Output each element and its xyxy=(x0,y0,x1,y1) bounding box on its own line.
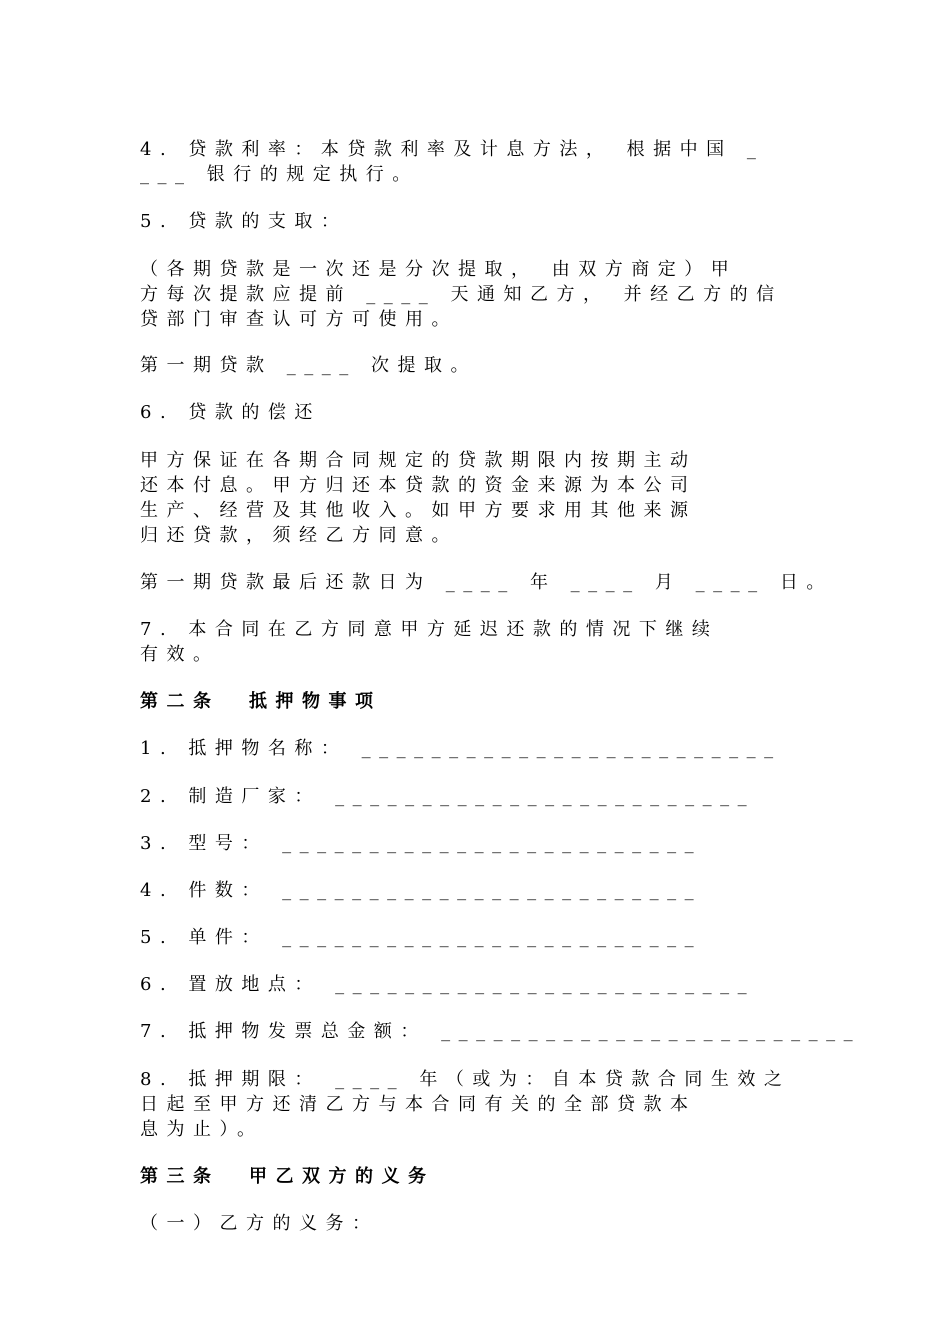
text-line: 贷部门审查认可方可使用。 xyxy=(140,309,458,330)
text-line: 1. 抵押物名称： ________________________ xyxy=(140,738,782,759)
text-line: 3. 型号： ________________________ xyxy=(140,833,703,854)
text-line: （一）乙方的义务： xyxy=(140,1213,379,1234)
text-line: 息为止）。 xyxy=(140,1119,264,1140)
text-line: 日起至甲方还清乙方与本合同有关的全部贷款本 xyxy=(140,1094,697,1115)
text-line: 4. 件数： ________________________ xyxy=(140,880,703,901)
text-line: 6. 置放地点： ________________________ xyxy=(140,974,756,995)
text-line: 甲方保证在各期合同规定的贷款期限内按期主动 xyxy=(140,450,697,471)
text-line: （各期贷款是一次还是分次提取， 由双方商定）甲 xyxy=(140,259,738,280)
text-line: 7. 本合同在乙方同意甲方延迟还款的情况下继续 xyxy=(140,619,719,640)
text-line: 方每次提款应提前 ____ 天通知乙方， 并经乙方的信 xyxy=(140,284,783,305)
text-line: 第一期贷款最后还款日为 ____ 年 ____ 月 ____ 日。 xyxy=(140,572,833,593)
text-line: 生产、经营及其他收入。如甲方要求用其他来源 xyxy=(140,500,697,521)
text-line: 5. 单件： ________________________ xyxy=(140,927,703,948)
text-line: 6. 贷款的偿还 xyxy=(140,402,321,423)
text-line: 还本付息。甲方归还本贷款的资金来源为本公司 xyxy=(140,475,697,496)
text-line: 第一期贷款 ____ 次提取。 xyxy=(140,355,477,376)
text-line: 8. 抵押期限： ____ 年（或为：自本贷款合同生效之 xyxy=(140,1069,791,1090)
text-line: 2. 制造厂家： ________________________ xyxy=(140,786,756,807)
text-line: 有效。 xyxy=(140,644,220,665)
text-line: 7. 抵押物发票总金额： ________________________ xyxy=(140,1021,862,1042)
text-line: ___ 银行的规定执行。 xyxy=(140,164,419,185)
text-line: 5. 贷款的支取： xyxy=(140,211,348,232)
section-heading: 第二条 抵押物事项 xyxy=(140,691,382,712)
section-heading: 第三条 甲乙双方的义务 xyxy=(140,1166,435,1187)
text-line: 4. 贷款利率：本贷款利率及计息方法， 根据中国 _ xyxy=(140,139,765,160)
text-line: 归还贷款，须经乙方同意。 xyxy=(140,525,458,546)
